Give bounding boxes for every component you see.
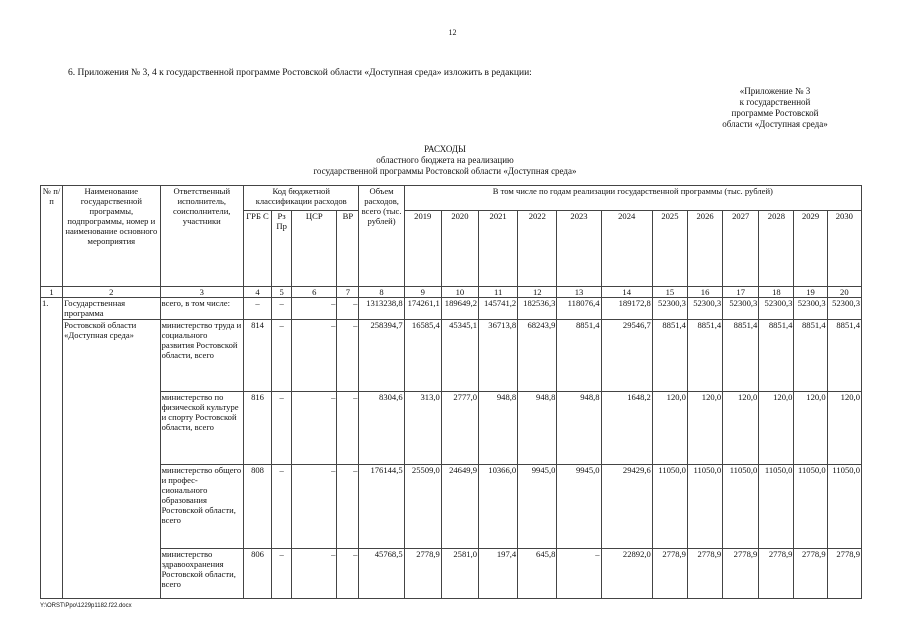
column-number: 3	[160, 287, 243, 298]
header-volume: Объем расходов, всего (тыс. рублей)	[359, 186, 404, 287]
grbs-cell: 814	[243, 320, 271, 392]
year-value: 29546,7	[601, 320, 652, 392]
year-value: 8851,4	[759, 320, 794, 392]
executor-cell: министерство общего и профес-сионального образования Ростовской области, всего	[160, 465, 243, 549]
executor-cell: всего, в том числе:	[160, 298, 243, 320]
vr-cell: –	[337, 392, 359, 465]
rzpr-cell: –	[272, 549, 292, 599]
csr-cell: –	[292, 320, 337, 392]
page-number: 12	[448, 28, 457, 37]
total-cell: 45768,5	[359, 549, 404, 599]
column-number: 6	[292, 287, 337, 298]
heading-line: областного бюджета на реализацию	[376, 155, 514, 165]
year-value: 52300,3	[794, 298, 827, 320]
heading-title: РАСХОДЫ	[424, 144, 466, 154]
year-value: 1648,2	[601, 392, 652, 465]
header-year: 2021	[479, 211, 518, 287]
column-number: 13	[557, 287, 601, 298]
executor-cell: министерство по физической культуре и спорту Ростовской области, всего	[160, 392, 243, 465]
year-value: 189649,2	[441, 298, 478, 320]
year-value: 52300,3	[652, 298, 687, 320]
column-number: 9	[404, 287, 441, 298]
appendix-line: области «Доступная среда»	[722, 119, 828, 129]
year-value: 313,0	[404, 392, 441, 465]
year-value: 8851,4	[687, 320, 722, 392]
year-value: 45345,1	[441, 320, 478, 392]
program-name-continued: Ростовской области «Доступная среда»	[63, 320, 160, 599]
year-value: 9945,0	[518, 465, 557, 549]
header-year: 2022	[518, 211, 557, 287]
year-value: 11050,0	[759, 465, 794, 549]
year-value: 948,8	[518, 392, 557, 465]
year-value: 11050,0	[827, 465, 861, 549]
header-by-years: В том числе по годам реализации государственной программы (тыс. рублей)	[404, 186, 861, 211]
year-value: 948,8	[479, 392, 518, 465]
column-number: 20	[827, 287, 861, 298]
year-value: 120,0	[759, 392, 794, 465]
csr-cell: –	[292, 465, 337, 549]
column-number: 1	[41, 287, 63, 298]
total-cell: 258394,7	[359, 320, 404, 392]
column-number: 14	[601, 287, 652, 298]
csr-cell: –	[292, 392, 337, 465]
header-year: 2026	[687, 211, 722, 287]
document-heading	[250, 144, 640, 177]
rzpr-cell: –	[272, 392, 292, 465]
year-value: 52300,3	[827, 298, 861, 320]
header-grbs: ГРБ С	[243, 211, 271, 287]
appendix-line: программе Ростовской	[731, 108, 819, 118]
header-num: № п/п	[41, 186, 63, 287]
header-vr: ВР	[337, 211, 359, 287]
header-year: 2025	[652, 211, 687, 287]
year-value: 8851,4	[794, 320, 827, 392]
year-value: 29429,6	[601, 465, 652, 549]
csr-cell: –	[292, 549, 337, 599]
rzpr-cell: –	[272, 298, 292, 320]
year-value: 120,0	[827, 392, 861, 465]
program-number: 1.	[41, 298, 63, 599]
year-value: 2778,9	[794, 549, 827, 599]
table-row	[41, 392, 862, 465]
column-number: 12	[518, 287, 557, 298]
header-year: 2030	[827, 211, 861, 287]
header-csr: ЦСР	[292, 211, 337, 287]
year-value: 2778,9	[404, 549, 441, 599]
year-value: 2778,9	[759, 549, 794, 599]
vr-cell: –	[337, 465, 359, 549]
header-executor: Ответственный исполнитель, соисполнители, участники	[160, 186, 243, 287]
table-row	[41, 298, 862, 320]
year-value: 120,0	[723, 392, 759, 465]
column-number: 15	[652, 287, 687, 298]
year-value: 2778,9	[652, 549, 687, 599]
header-rzpr: Рз Пр	[272, 211, 292, 287]
year-value: 52300,3	[723, 298, 759, 320]
header-year: 2019	[404, 211, 441, 287]
column-number: 2	[63, 287, 160, 298]
column-number: 10	[441, 287, 478, 298]
rzpr-cell: –	[272, 320, 292, 392]
header-year: 2024	[601, 211, 652, 287]
year-value: 182536,3	[518, 298, 557, 320]
year-value: 174261,1	[404, 298, 441, 320]
year-value: 25509,0	[404, 465, 441, 549]
column-number: 7	[337, 287, 359, 298]
year-value: 36713,8	[479, 320, 518, 392]
table-row	[41, 465, 862, 549]
header-budget-code: Код бюджетной классификации расходов	[243, 186, 359, 211]
year-value: 24649,9	[441, 465, 478, 549]
rzpr-cell: –	[272, 465, 292, 549]
column-number: 16	[687, 287, 722, 298]
table-row	[41, 320, 862, 392]
grbs-cell: 808	[243, 465, 271, 549]
year-value: 189172,8	[601, 298, 652, 320]
vr-cell: –	[337, 298, 359, 320]
year-value: 197,4	[479, 549, 518, 599]
year-value: 2778,9	[827, 549, 861, 599]
appendix-line: «Приложение № 3	[739, 86, 811, 96]
column-number: 8	[359, 287, 404, 298]
year-value: 52300,3	[687, 298, 722, 320]
year-value: 9945,0	[557, 465, 601, 549]
year-value: 11050,0	[687, 465, 722, 549]
year-value: 68243,9	[518, 320, 557, 392]
column-number: 4	[243, 287, 271, 298]
year-value: 11050,0	[652, 465, 687, 549]
header-year: 2029	[794, 211, 827, 287]
year-value: 16585,4	[404, 320, 441, 392]
appendix-reference	[690, 86, 860, 130]
table-row	[41, 549, 862, 599]
year-value: –	[557, 549, 601, 599]
year-value: 10366,0	[479, 465, 518, 549]
grbs-cell: 816	[243, 392, 271, 465]
program-name: Государственная программа	[63, 298, 160, 320]
year-value: 8851,4	[557, 320, 601, 392]
year-value: 120,0	[687, 392, 722, 465]
executor-cell: министерство труда и социального развития Ростовской области, всего	[160, 320, 243, 392]
year-value: 22892,0	[601, 549, 652, 599]
year-value: 2777,0	[441, 392, 478, 465]
total-cell: 176144,5	[359, 465, 404, 549]
appendix-line: к государственной	[739, 97, 811, 107]
executor-cell: министерство здравоохранения Ростовской области, всего	[160, 549, 243, 599]
column-numbers-row	[41, 287, 862, 298]
year-value: 120,0	[652, 392, 687, 465]
year-value: 52300,3	[759, 298, 794, 320]
vr-cell: –	[337, 549, 359, 599]
year-value: 118076,4	[557, 298, 601, 320]
intro-paragraph: 6. Приложения № 3, 4 к государственной программе Ростовской области «Доступная среда» изложить в редакции:	[68, 68, 532, 78]
header-year: 2023	[557, 211, 601, 287]
year-value: 948,8	[557, 392, 601, 465]
year-value: 11050,0	[794, 465, 827, 549]
file-path-footer: Y:\ORST\Ppo\1229p1182.f22.docx	[40, 603, 132, 609]
column-number: 5	[272, 287, 292, 298]
column-number: 11	[479, 287, 518, 298]
expenses-table	[40, 185, 862, 599]
header-year: 2027	[723, 211, 759, 287]
header-year: 2020	[441, 211, 478, 287]
header-name: Наименование государственной программы, подпрограммы, номер и наименование основного мероприятия	[63, 186, 160, 287]
header-year: 2028	[759, 211, 794, 287]
year-value: 2778,9	[723, 549, 759, 599]
grbs-cell: –	[243, 298, 271, 320]
year-value: 2581,0	[441, 549, 478, 599]
vr-cell: –	[337, 320, 359, 392]
year-value: 645,8	[518, 549, 557, 599]
heading-line: государственной программы Ростовской области «Доступная среда»	[313, 166, 577, 176]
column-number: 18	[759, 287, 794, 298]
column-number: 19	[794, 287, 827, 298]
total-cell: 8304,6	[359, 392, 404, 465]
year-value: 8851,4	[723, 320, 759, 392]
year-value: 120,0	[794, 392, 827, 465]
csr-cell: –	[292, 298, 337, 320]
year-value: 145741,2	[479, 298, 518, 320]
year-value: 11050,0	[723, 465, 759, 549]
year-value: 8851,4	[652, 320, 687, 392]
total-cell: 1313238,8	[359, 298, 404, 320]
grbs-cell: 806	[243, 549, 271, 599]
column-number: 17	[723, 287, 759, 298]
year-value: 8851,4	[827, 320, 861, 392]
year-value: 2778,9	[687, 549, 722, 599]
